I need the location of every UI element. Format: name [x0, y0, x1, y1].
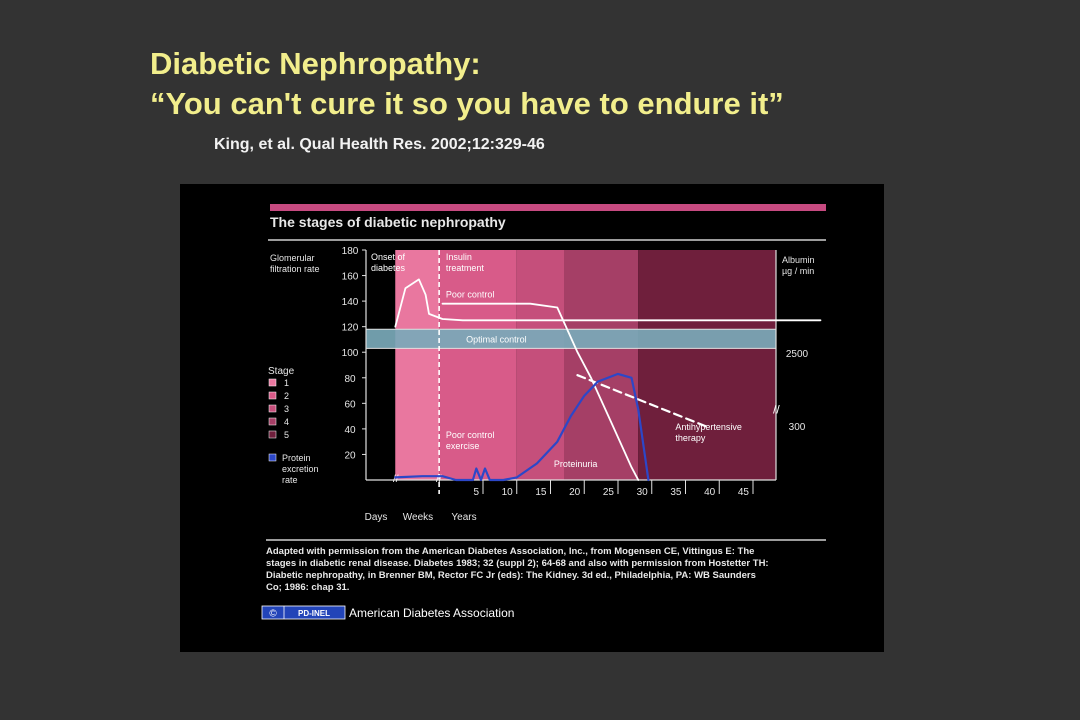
- x-unit-weeks: Weeks: [402, 512, 434, 523]
- caption-line-3: Diabetic nephropathy, in Brenner BM, Rector FC Jr (eds): The Kidney. 3d ed., Philadelphia, PA: WB Saunders: [266, 570, 756, 581]
- y-tick-label-40: 40: [344, 424, 356, 436]
- credit-badge-text: PD-INEL: [298, 609, 330, 618]
- slide-title-line-2: “You can't cure it so you have to endure it”: [150, 86, 784, 121]
- y-axis-label-right-1: µg / min: [782, 266, 815, 276]
- y-tick-label-180: 180: [341, 246, 359, 257]
- annotation-insulin-1: treatment: [445, 263, 484, 273]
- annotation-antihypertensive-1: therapy: [675, 433, 706, 444]
- annotation-poor-exercise-0: Poor control: [445, 429, 495, 440]
- x-tick-label-30: 30: [636, 487, 648, 498]
- legend-title-stage: Stage: [268, 366, 295, 377]
- caption-line-2: stages in diabetic renal disease. Diabetes 1983; 32 (suppl 2); 64-68 and also with permission from Hostetter TH:: [266, 558, 769, 569]
- legend-label-protein-1: excretion: [282, 464, 319, 474]
- slide-title-line-1: Diabetic Nephropathy:: [150, 46, 481, 81]
- x-tick-label-25: 25: [602, 487, 614, 498]
- legend-label-stage-2: 2: [284, 391, 290, 401]
- stage-band-1: [395, 250, 439, 480]
- legend-swatch-stage-1: [269, 379, 276, 386]
- right-tick-label-300: 300: [788, 421, 806, 433]
- y-axis-label-left-0: Glomerular: [270, 253, 315, 263]
- x-tick-label-15: 15: [535, 487, 547, 498]
- credit-badge: [262, 606, 345, 620]
- stage-band-4: [564, 250, 638, 480]
- x-break-days: //: [393, 474, 399, 485]
- x-unit-years: Years: [451, 512, 477, 523]
- y-tick-label-120: 120: [341, 322, 359, 334]
- optimal-control-label: Optimal control: [466, 334, 527, 345]
- title-bar: [270, 204, 826, 211]
- x-tick-label-45: 45: [737, 487, 749, 498]
- credit-organization: American Diabetes Association: [349, 606, 515, 620]
- chart-title: The stages of diabetic nephropathy: [270, 214, 506, 230]
- legend-label-stage-1: 1: [284, 378, 290, 388]
- y-axis-label-right-0: Albumin: [782, 255, 815, 265]
- legend-swatch-protein: [269, 454, 276, 461]
- stage-band-5: [638, 250, 776, 480]
- nephropathy-stages-chart: [180, 184, 884, 652]
- y-tick-label-140: 140: [341, 297, 359, 309]
- x-tick-label-5: 5: [473, 487, 479, 498]
- caption-block: [266, 546, 769, 593]
- x-tick-label-20: 20: [569, 487, 581, 498]
- plot-area: [268, 246, 821, 523]
- annotation-onset-1: diabetes: [371, 263, 406, 273]
- y-tick-label-80: 80: [344, 373, 356, 385]
- slide-title: [150, 44, 784, 124]
- legend-label-protein-2: rate: [282, 475, 298, 485]
- citation: King, et al. Qual Health Res. 2002;12:329-46: [214, 136, 545, 153]
- figure-panel: [180, 184, 884, 652]
- legend-swatch-stage-4: [269, 418, 276, 425]
- caption-line-4: Co; 1986: chap 31.: [266, 582, 350, 593]
- legend-swatch-stage-2: [269, 392, 276, 399]
- legend-label-stage-3: 3: [284, 404, 290, 414]
- y-tick-label-60: 60: [344, 399, 356, 411]
- y-tick-label-100: 100: [341, 348, 359, 360]
- x-tick-label-40: 40: [704, 487, 716, 498]
- annotation-poor-control: Poor control: [445, 289, 495, 300]
- legend-swatch-stage-5: [269, 431, 276, 438]
- annotation-insulin-0: Insulin: [445, 252, 472, 262]
- x-break-weeks: //: [436, 474, 442, 485]
- x-tick-label-35: 35: [670, 487, 682, 498]
- y-tick-label-20: 20: [344, 450, 356, 462]
- right-axis-break: //: [773, 402, 780, 417]
- annotation-poor-exercise-1: exercise: [445, 440, 480, 451]
- legend-label-protein-0: Protein: [282, 453, 311, 463]
- x-unit-days: Days: [364, 512, 388, 523]
- stage-band-3: [517, 250, 564, 480]
- caption-line-1: Adapted with permission from the American Diabetes Association, Inc., from Mogensen CE, Vittingus E: The: [266, 546, 755, 557]
- copyright-icon: ©: [269, 608, 277, 620]
- annotation-proteinuria: Proteinuria: [553, 459, 598, 470]
- legend-label-stage-4: 4: [284, 417, 290, 427]
- legend-swatch-stage-3: [269, 405, 276, 412]
- y-axis-label-left-1: filtration rate: [270, 264, 320, 274]
- legend-label-stage-5: 5: [284, 430, 290, 440]
- annotation-onset-0: Onset of: [371, 252, 406, 262]
- right-tick-label-2500: 2500: [785, 349, 809, 361]
- x-tick-label-10: 10: [501, 487, 513, 498]
- y-tick-label-160: 160: [341, 271, 359, 283]
- annotation-antihypertensive-0: Antihypertensive: [675, 422, 742, 433]
